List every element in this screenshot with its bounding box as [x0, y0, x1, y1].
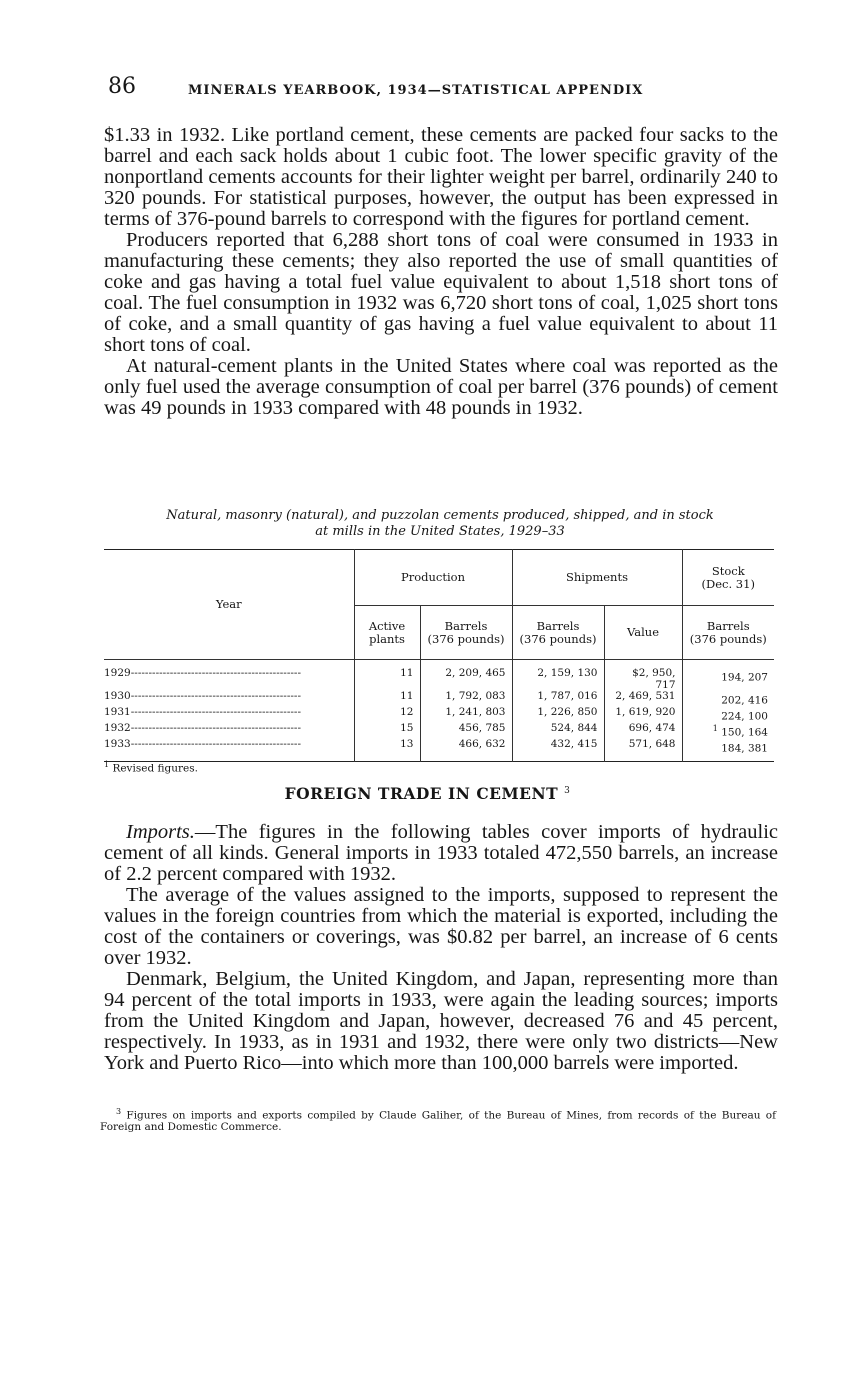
row-plants: 11	[354, 691, 420, 707]
row-production-barrels: 2, 209, 465	[420, 668, 512, 691]
table-footnote-text: Revised figures.	[112, 762, 198, 775]
page-number: 86	[108, 74, 136, 99]
header-stock-barrels	[682, 606, 774, 660]
row-stock-value: 224, 100	[721, 710, 768, 723]
table-row	[104, 668, 774, 691]
paragraph-import-values: The average of the values assigned to the imports, supposed to represent the values in the foreign countries from which the material is exported, including the cost of the containers or coverings, was $0.82 per barrel, an increase of 6 cents over 1932.	[104, 884, 778, 969]
section-heading-text: FOREIGN TRADE IN CEMENT	[284, 784, 559, 803]
row-value: 571, 648	[604, 739, 682, 755]
page-header	[108, 74, 778, 104]
header-production-barrels	[420, 606, 512, 660]
row-stock	[682, 691, 774, 707]
row-year: 1933------------------------------------------------	[104, 739, 354, 755]
row-shipment-barrels: 1, 787, 016	[512, 691, 604, 707]
header-stock-barrels-label: Barrels	[706, 618, 750, 633]
row-year-label: 1932	[104, 723, 131, 735]
paragraph-import-sources: Denmark, Belgium, the United Kingdom, and Japan, representing more than 94 percent of the total imports in 1933, were again the leading sources; imports from the United Kingdom and Japan, however, decreased 76 and 45 percent, respectively. In 1933, as in 1931 and 1932, there were only two districts—New York and Puerto Rico—into which more than 100,000 barrels were imported.	[104, 968, 778, 1074]
row-plants: 12	[354, 707, 420, 723]
header-active-plants-line2: plants	[369, 631, 405, 646]
row-shipment-barrels: 2, 159, 130	[512, 668, 604, 691]
table-footnote	[104, 760, 198, 775]
row-stock	[682, 739, 774, 755]
row-shipment-barrels: 432, 415	[512, 739, 604, 755]
row-year-label: 1930	[104, 691, 131, 703]
paragraph-3: At natural-cement plants in the United States where coal was reported as the only fuel used the average consumption of coal per barrel (376 pounds) of cement was 49 pounds in 1933 compared with 48 pounds in 1932.	[104, 355, 778, 419]
page-footnote-text: Figures on imports and exports compiled by Claude Galiher, of the Bureau of Mines, from records of the Bureau of Foreign and Domestic Commerce.	[100, 1109, 776, 1133]
row-value: 1, 619, 920	[604, 707, 682, 723]
row-year-label: 1933	[104, 739, 131, 751]
header-production-barrels-label: Barrels	[444, 618, 488, 633]
row-production-barrels: 466, 632	[420, 739, 512, 755]
row-stock-note: 1	[712, 724, 718, 734]
table-bottom-spacer	[104, 756, 774, 762]
page-footnote-mark: 3	[116, 1107, 122, 1116]
row-year: 1930------------------------------------------------	[104, 691, 354, 707]
table-row	[104, 723, 774, 739]
imports-text: —The figures in the following tables cover imports of hydraulic cement of all kinds. General imports in 1933 totaled 472,550 barrels, an increase of 2.2 percent compared with 1932.	[104, 821, 778, 885]
running-title: MINERALS YEARBOOK, 1934—STATISTICAL APPENDIX	[188, 83, 644, 98]
row-year-label: 1929	[104, 668, 131, 679]
row-stock-value: 150, 164	[721, 726, 768, 739]
header-stock-barrels-unit: (376 pounds)	[689, 631, 767, 646]
section-heading-note: 3	[564, 785, 571, 796]
row-shipment-barrels: 524, 844	[512, 723, 604, 739]
header-shipments-barrels-label: Barrels	[536, 618, 580, 633]
page-footnote	[100, 1106, 776, 1133]
row-shipment-barrels: 1, 226, 850	[512, 707, 604, 723]
section-heading	[0, 784, 855, 803]
row-value: $2, 950, 717	[604, 668, 682, 691]
row-production-barrels: 1, 241, 803	[420, 707, 512, 723]
imports-label: Imports.	[126, 821, 195, 843]
cement-statistics-table	[104, 549, 774, 762]
row-stock	[682, 707, 774, 723]
row-year-label: 1931	[104, 707, 131, 719]
paragraph-imports	[104, 822, 778, 885]
row-plants: 13	[354, 739, 420, 755]
header-production-barrels-unit: (376 pounds)	[427, 631, 505, 646]
table-footnote-mark: 1	[104, 760, 110, 769]
table-row	[104, 691, 774, 707]
row-stock	[682, 723, 774, 739]
row-plants: 11	[354, 668, 420, 691]
table-row	[104, 739, 774, 755]
row-plants: 15	[354, 723, 420, 739]
row-stock-value: 202, 416	[721, 694, 768, 707]
header-stock-date: (Dec. 31)	[701, 576, 755, 591]
row-production-barrels: 1, 792, 083	[420, 691, 512, 707]
table-caption	[104, 508, 776, 540]
header-shipments-barrels	[512, 606, 604, 660]
row-stock-value: 184, 381	[721, 742, 768, 755]
row-year: 1929------------------------------------------------	[104, 668, 354, 691]
row-stock	[682, 668, 774, 691]
header-production: Production	[354, 550, 512, 606]
row-production-barrels: 456, 785	[420, 723, 512, 739]
header-shipments-value: Value	[604, 606, 682, 660]
body-text-top	[104, 125, 778, 419]
table-caption-line-1: Natural, masonry (natural), and puzzolan cements produced, shipped, and in stock	[166, 508, 714, 523]
paragraph-1: $1.33 in 1932. Like portland cement, these cements are packed four sacks to the barrel and each sack holds about 1 cubic foot. The lower specific gravity of the nonportland cements accounts for their lighter weight per barrel, ordinarily 240 to 320 pounds. For statistical purposes, however, the output has been expressed in terms of 376-pound barrels to correspond with the figures for portland cement.	[104, 124, 778, 230]
header-stock-label: Stock	[711, 563, 745, 578]
header-shipments-barrels-unit: (376 pounds)	[519, 631, 597, 646]
row-year: 1931------------------------------------------------	[104, 707, 354, 723]
header-shipments: Shipments	[512, 550, 682, 606]
table-caption-line-2: at mills in the United States, 1929–33	[315, 524, 565, 539]
header-year: Year	[104, 550, 354, 660]
header-active-plants	[354, 606, 420, 660]
body-text-bottom	[104, 822, 778, 1074]
paragraph-2: Producers reported that 6,288 short tons of coal were consumed in 1933 in manufacturing these cements; they also reported the use of small quantities of coke and gas having a total fuel value equivalent to about 1,518 short tons of coal. The fuel consumption in 1932 was 6,720 short tons of coal, 1,025 short tons of coke, and a small quantity of gas having a fuel value equivalent to about 11 short tons of coal.	[104, 229, 778, 356]
row-stock-value: 194, 207	[721, 671, 768, 684]
row-year: 1932------------------------------------------------	[104, 723, 354, 739]
row-value: 2, 469, 531	[604, 691, 682, 707]
table-row	[104, 707, 774, 723]
header-active-plants-line1: Active	[368, 618, 406, 633]
header-stock	[682, 550, 774, 606]
row-value: 696, 474	[604, 723, 682, 739]
